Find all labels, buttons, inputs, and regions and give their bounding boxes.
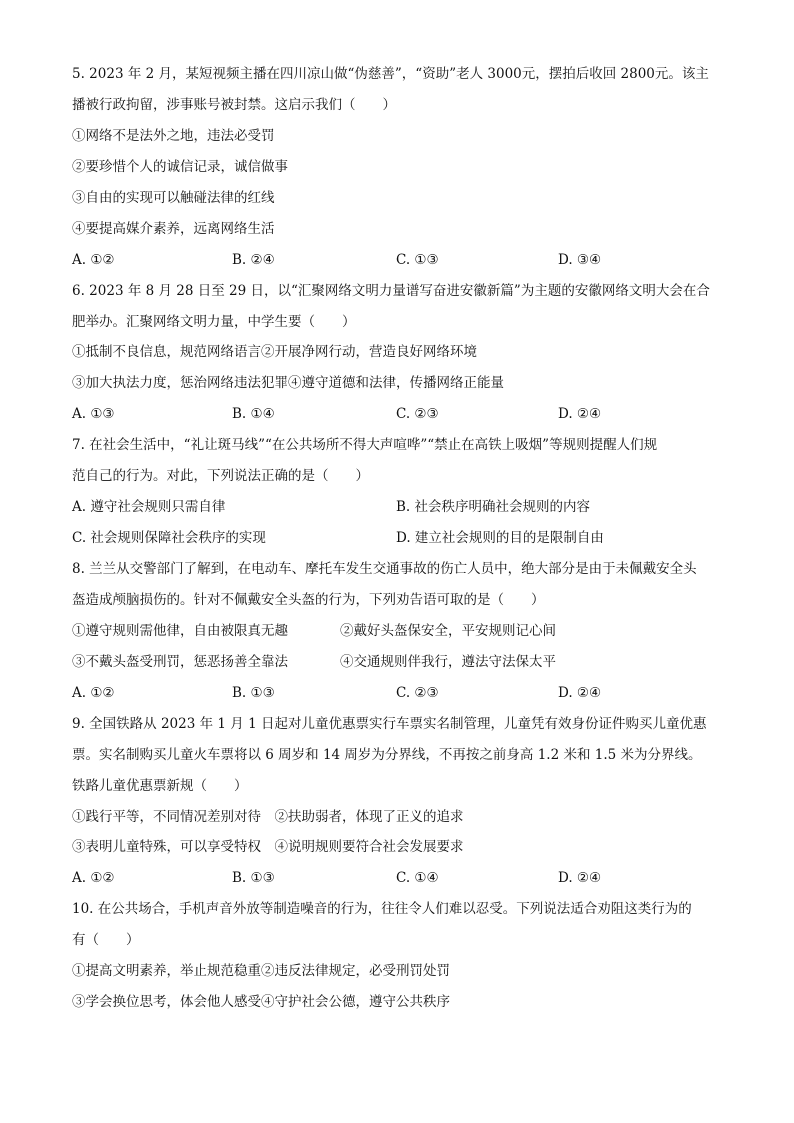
answer-options — [72, 497, 724, 517]
option-a[interactable]: A. ①② — [72, 251, 115, 268]
answer-options — [72, 683, 724, 703]
question-6 — [72, 281, 724, 425]
question-stem-line: 肥举办。汇聚网络文明力量，中学生要（ ） — [72, 313, 356, 330]
statement-pair — [72, 621, 724, 641]
question-stem-line: 范自己的行为。对此，下列说法正确的是（ ） — [72, 468, 369, 485]
option-d[interactable]: D. ③④ — [558, 251, 602, 268]
question-stem-line: 5. 2023 年 2 月，某短视频主播在四川凉山做“伪慈善”，“资助”老人 3000元，摆拍后收回 2800元。该主 — [72, 66, 709, 82]
answer-options — [72, 250, 724, 270]
statement: ②戴好头盔保安全，平安规则记心间 — [340, 622, 556, 639]
option-d[interactable]: D. ②④ — [558, 684, 602, 701]
option-c[interactable]: C. ①③ — [396, 251, 439, 268]
option-b[interactable]: B. ②④ — [232, 251, 275, 268]
question-7 — [72, 435, 724, 548]
statement: ④交通规则伴我行，遵法守法保太平 — [340, 653, 556, 670]
answer-options — [72, 868, 724, 888]
question-stem-line: 9. 全国铁路从 2023 年 1 月 1 日起对儿童优惠票实行车票实名制管理，儿童凭有效身份证件购买儿童优惠 — [72, 715, 707, 732]
statement: ①践行平等，不同情况差别对待 ②扶助弱者，体现了正义的追求 — [72, 808, 464, 825]
option-c[interactable]: C. ②③ — [396, 406, 439, 423]
question-stem-line: 有（ ） — [72, 932, 140, 949]
option-a[interactable]: A. ①② — [72, 684, 115, 701]
statement: ③自由的实现可以触碰法律的红线 — [72, 189, 275, 206]
option-d[interactable]: D. 建立社会规则的目的是限制自由 — [396, 530, 604, 547]
statement: ③加大执法力度，惩治网络违法犯罪④遵守道德和法律，传播网络正能量 — [72, 375, 504, 392]
question-10 — [72, 899, 724, 1012]
question-9 — [72, 714, 724, 889]
option-a[interactable]: A. ①② — [72, 870, 115, 887]
exam-page — [72, 64, 724, 1023]
statement: ①遵守规则需他律，自由被限真无趣 — [72, 622, 288, 639]
statement: ③表明儿童特殊，可以享受特权 ④说明规则要符合社会发展要求 — [72, 839, 464, 856]
statement: ③学会换位思考，体会他人感受④守护社会公德，遵守公共秩序 — [72, 994, 450, 1011]
question-stem-line: 10. 在公共场合，手机声音外放等制造噪音的行为，往往令人们难以忍受。下列说法适合劝阻这类行为的 — [72, 901, 692, 918]
option-c[interactable]: C. ①④ — [396, 870, 439, 887]
option-b[interactable]: B. ①③ — [232, 684, 275, 701]
statement: ④要提高媒介素养，远离网络生活 — [72, 220, 275, 237]
option-d[interactable]: D. ②④ — [558, 406, 602, 423]
question-8 — [72, 559, 724, 703]
answer-options — [72, 528, 724, 548]
option-c[interactable]: C. 社会规则保障社会秩序的实现 — [72, 530, 266, 547]
question-stem-line: 6. 2023 年 8 月 28 日至 29 日，以“汇聚网络文明力量谱写奋进安徽新篇”为主题的安徽网络文明大会在合 — [72, 282, 710, 299]
question-stem-line: 盔造成颅脑损伤的。针对不佩戴安全头盔的行为，下列劝告语可取的是（ ） — [72, 591, 545, 608]
question-stem-line: 7. 在社会生活中，“礼让斑马线”“在公共场所不得大声喧哗”“禁止在高铁上吸烟”等规则提醒人们规 — [72, 437, 658, 454]
option-d[interactable]: D. ②④ — [558, 870, 602, 887]
option-a[interactable]: A. 遵守社会规则只需自律 — [72, 499, 226, 516]
statement: ①网络不是法外之地，违法必受罚 — [72, 127, 275, 144]
statement: ③不戴头盔受刑罚，惩恶扬善全靠法 — [72, 653, 288, 670]
question-stem-line: 8. 兰兰从交警部门了解到，在电动车、摩托车发生交通事故的伤亡人员中，绝大部分是由于未佩戴安全头 — [72, 561, 697, 577]
question-stem-line: 票。实名制购买儿童火车票将以 6 周岁和 14 周岁为分界线，不再按之前身高 1.2 米和 1.5 米为分界线。 — [72, 746, 702, 763]
option-a[interactable]: A. ①③ — [72, 406, 115, 423]
answer-options — [72, 404, 724, 424]
option-c[interactable]: C. ②③ — [396, 684, 439, 701]
statement-pair — [72, 652, 724, 672]
question-stem-line: 播被行政拘留，涉事账号被封禁。这启示我们（ ） — [72, 96, 396, 113]
statement: ①提高文明素养，举止规范稳重②违反法律规定，必受刑罚处罚 — [72, 963, 450, 980]
option-b[interactable]: B. 社会秩序明确社会规则的内容 — [396, 499, 591, 516]
question-stem-line: 铁路儿童优惠票新规（ ） — [72, 777, 248, 794]
statement: ②要珍惜个人的诚信记录，诚信做事 — [72, 158, 288, 175]
statement: ①抵制不良信息，规范网络语言②开展净网行动，营造良好网络环境 — [72, 344, 477, 361]
option-b[interactable]: B. ①④ — [232, 406, 275, 423]
option-b[interactable]: B. ①③ — [232, 870, 275, 887]
question-5 — [72, 64, 724, 270]
